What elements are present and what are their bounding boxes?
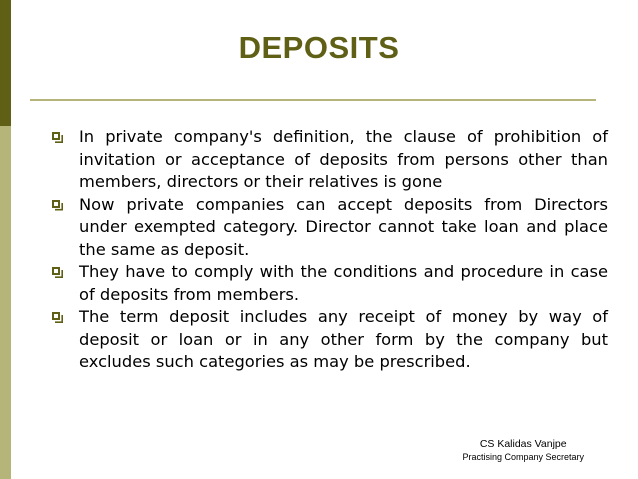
square-bullet-icon (52, 200, 63, 211)
bullet-text: They have to comply with the conditions and procedure in case of deposits from members. (79, 262, 608, 304)
bullet-item (45, 126, 608, 194)
footer-credit (462, 437, 584, 464)
bullet-text: In private company's definition, the clause of prohibition of invitation or acceptance of deposits from persons other than members, directors or their relatives is gone (79, 127, 608, 191)
author-role: Practising Company Secretary (462, 452, 584, 462)
bullet-item (45, 261, 608, 306)
square-bullet-icon (52, 312, 63, 323)
slide-title: DEPOSITS (238, 30, 400, 65)
title-divider (30, 99, 596, 101)
author-name: CS Kalidas Vanjpe (479, 438, 567, 450)
bullet-list (45, 126, 608, 374)
bullet-item (45, 194, 608, 262)
bullet-text: The term deposit includes any receipt of money by way of deposit or loan or in any other form by the company but excludes such categories as may be prescribed. (79, 307, 608, 371)
left-accent-bar-light (0, 126, 11, 479)
bullet-text: Now private companies can accept deposits from Directors under exempted category. Director cannot take loan and place the same as deposit. (79, 194, 608, 259)
square-bullet-icon (52, 267, 63, 278)
square-bullet-icon (52, 132, 63, 143)
bullet-item (45, 306, 608, 374)
